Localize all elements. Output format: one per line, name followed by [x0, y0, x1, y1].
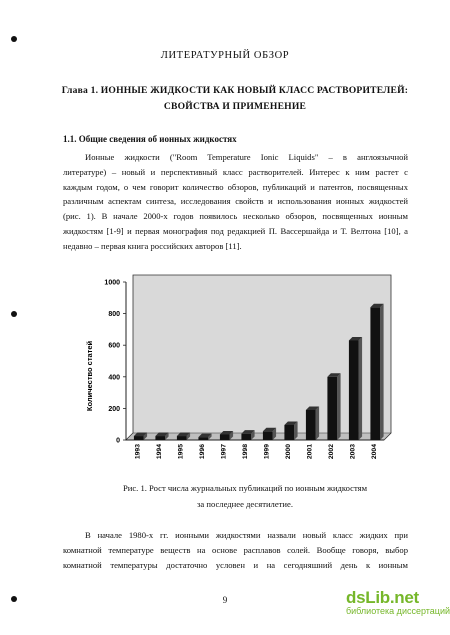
y-tick-label: 0: [116, 437, 120, 445]
x-tick-label: 2004: [370, 444, 378, 460]
bar: [241, 434, 251, 440]
x-tick-label: 1993: [134, 444, 142, 460]
bar-side: [337, 373, 341, 440]
page-number: 9: [222, 595, 228, 605]
watermark-logo-main: dsLib: [346, 588, 390, 607]
y-tick-label: 200: [108, 405, 120, 413]
x-tick-label: 2003: [349, 444, 357, 460]
bar: [284, 425, 294, 440]
chapter-title: [60, 83, 410, 115]
paragraph-1-line: недавно – первая книга российских авторов [11].: [63, 240, 242, 251]
paragraph-1-line: (рис. 1). В начале 2000-х годов появилось несколько обзоров, посвященных ионным: [63, 211, 408, 222]
bar: [349, 340, 359, 440]
bar: [220, 434, 230, 440]
chapter-title-line2: СВОЙСТВА И ПРИМЕНЕНИЕ: [163, 101, 307, 112]
x-tick-label: 2002: [327, 444, 335, 460]
bar: [177, 436, 187, 440]
bar-side: [316, 406, 320, 440]
x-tick-label: 1997: [220, 444, 228, 460]
x-tick-label: 1999: [263, 444, 271, 460]
paragraph-1-line: Ионные жидкости ("Room Temperature Ionic Liquids" – в англоязычной: [85, 152, 408, 162]
chapter-title-line1: Глава 1. ИОННЫЕ ЖИДКОСТИ КАК НОВЫЙ КЛАСС РАСТВОРИТЕЛЕЙ:: [61, 85, 409, 96]
figure-caption-line1: Рис. 1. Рост числа журнальных публикаций по ионным жидкостям: [122, 483, 368, 493]
paragraph-2-line: комнатной температуре веществ на основе расплавов солей. Вообще говоря, выбор: [63, 544, 408, 555]
watermark: [346, 588, 450, 616]
y-tick-label: 1000: [104, 279, 120, 287]
paragraph-1-line: литературе) – новый и перспективный класс растворителей. Интерес к ним растет с: [63, 166, 408, 177]
bar: [198, 437, 208, 440]
paragraph-2-line: комнатной температуры достаточно условен и на сегодняшний день к ионным: [63, 559, 408, 570]
paragraph-1-line: жидкостям [1-9] и первая монография под редакцией П. Вассершайда и Т. Велтона [10], а: [63, 225, 408, 236]
x-tick-label: 1998: [241, 444, 249, 460]
binder-hole-middle: [11, 311, 17, 317]
binder-hole-top: [11, 36, 17, 42]
watermark-logo-tld: .net: [389, 588, 419, 607]
y-tick-label: 400: [108, 374, 120, 382]
x-tick-label: 1996: [198, 444, 206, 460]
section-title: 1.1. Общие сведения об ионных жидкостях: [63, 134, 237, 144]
paragraph-1-line: различным аспектам синтеза, исследования свойств и использования ионных жидкостей: [63, 196, 408, 207]
bar: [370, 307, 380, 440]
watermark-subtitle: библиотека диссертаций: [346, 606, 450, 616]
x-tick-label: 1994: [155, 444, 163, 460]
x-tick-label: 2000: [284, 444, 292, 460]
bar: [263, 431, 273, 440]
bar: [327, 377, 337, 440]
bar-side: [359, 337, 363, 440]
paragraph-1-line: каждым годом, о чем говорит количество обзоров, публикаций и патентов, посвященных: [63, 181, 408, 192]
paragraph-2: [63, 528, 408, 572]
watermark-logo: [346, 588, 450, 608]
y-tick-label: 800: [108, 311, 120, 319]
figure-caption-line2: за последнее десятилетие.: [197, 499, 293, 509]
x-tick-label: 2001: [306, 444, 314, 460]
bar: [306, 410, 316, 440]
paragraph-1: [63, 150, 408, 254]
page-heading: ЛИТЕРАТУРНЫЙ ОБЗОР: [160, 50, 290, 61]
x-tick-label: 1995: [177, 444, 185, 460]
bar-side: [380, 304, 384, 440]
bar: [155, 436, 165, 440]
bar-chart: [80, 270, 410, 476]
bar: [134, 436, 144, 440]
y-tick-label: 600: [108, 342, 120, 350]
paragraph-2-line: В начале 1980-х гг. ионными жидкостями назвали новый класс жидких при: [85, 530, 408, 540]
figure-caption: [80, 480, 410, 512]
y-axis-label: Количество статей: [85, 340, 94, 412]
